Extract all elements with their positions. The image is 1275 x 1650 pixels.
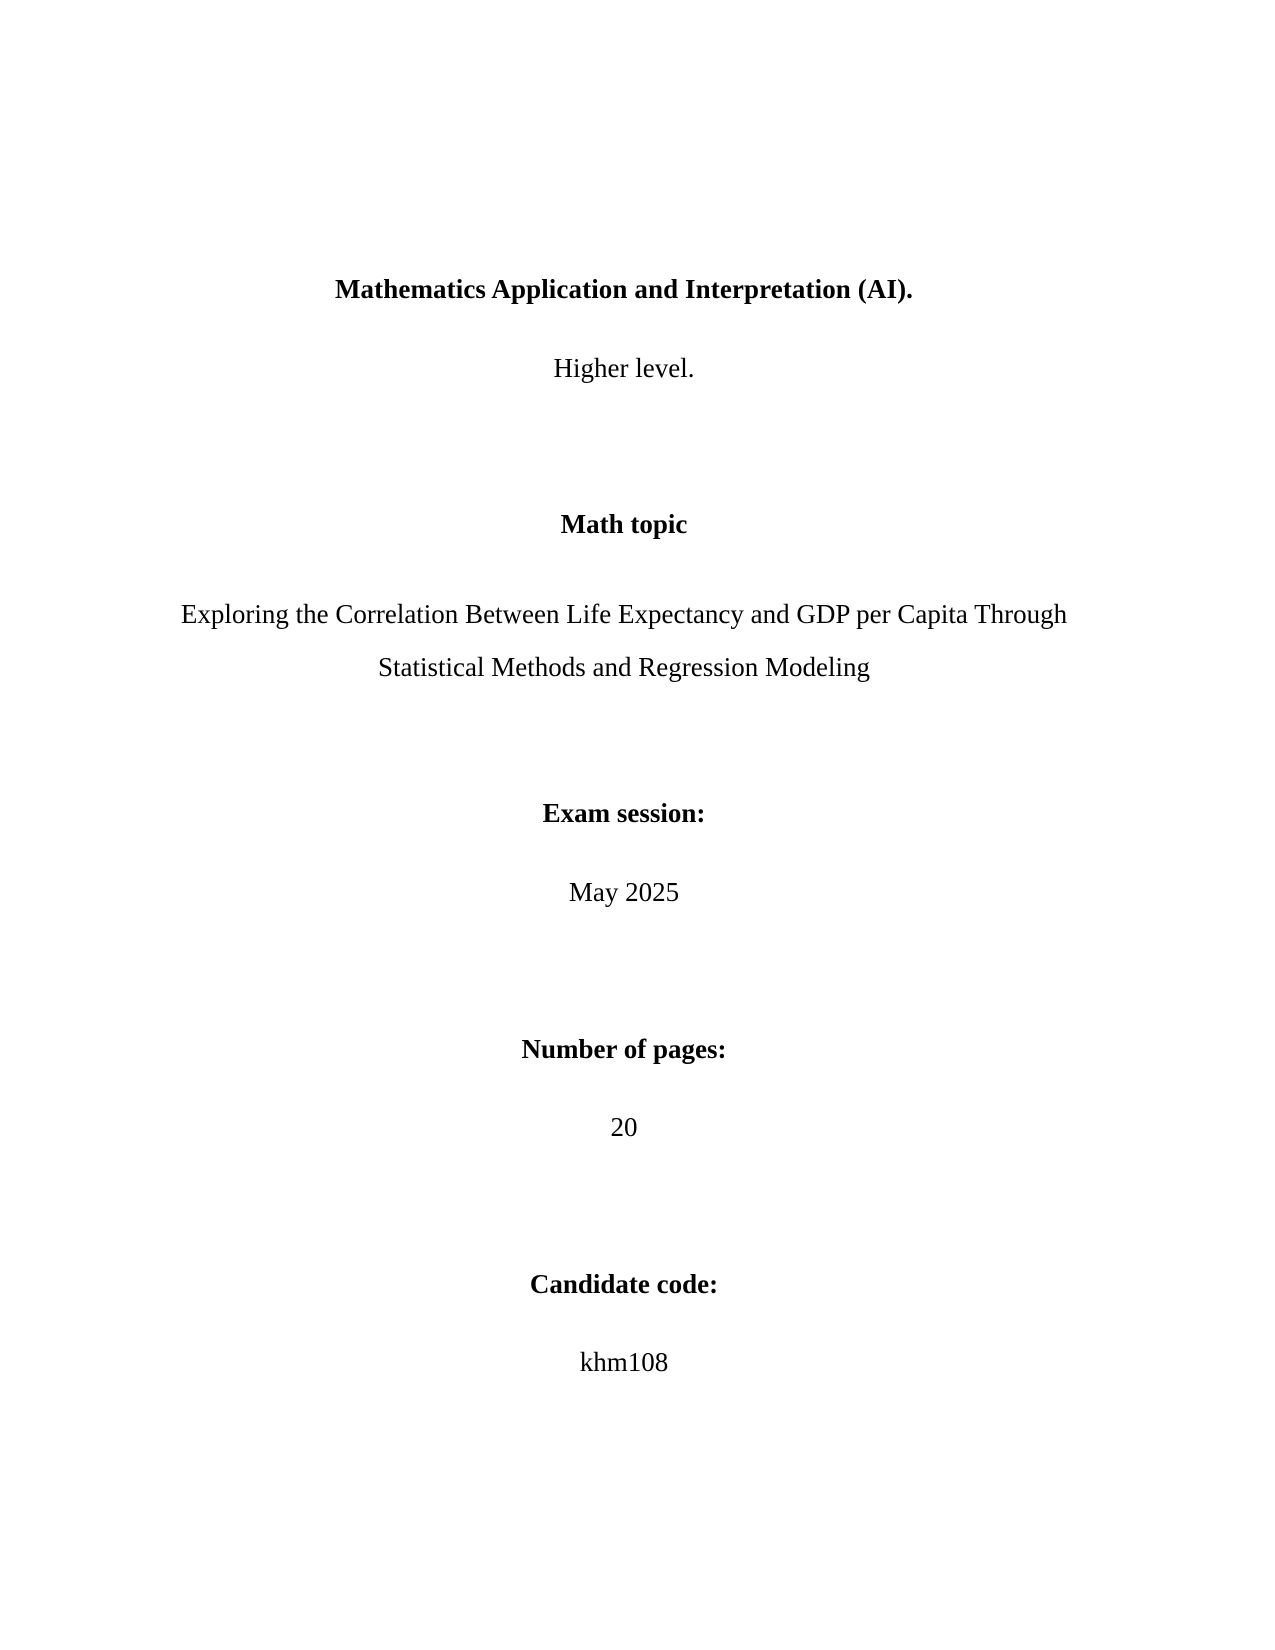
number-of-pages-value: 20 [610,1112,638,1142]
math-topic-heading: Math topic [560,509,688,539]
course-level: Higher level. [553,353,695,383]
number-of-pages-heading: Number of pages: [521,1034,727,1064]
candidate-code-value: khm108 [579,1347,669,1377]
exam-session-heading: Exam session: [542,798,706,828]
cover-content-block [180,0,1068,1650]
exam-session-value: May 2025 [568,877,680,907]
course-title: Mathematics Application and Interpretation (AI). [334,274,914,304]
math-topic-title: Exploring the Correlation Between Life Expectancy and GDP per Capita Through Statistical Methods and Regression Modeling [180,599,1068,683]
candidate-code-heading: Candidate code: [529,1269,719,1299]
